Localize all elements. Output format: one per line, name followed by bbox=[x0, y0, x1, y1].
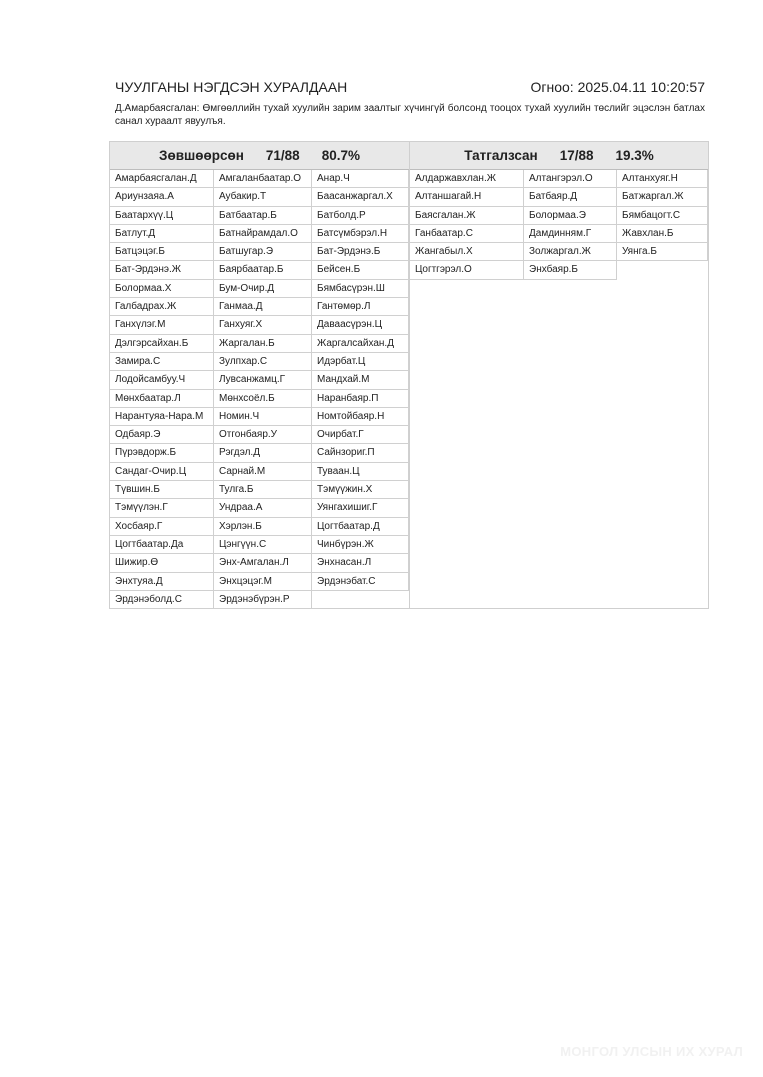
in-favor-member-name: Нарантуяа-Нара.М bbox=[110, 408, 214, 426]
session-title: ЧУУЛГАНЫ НЭГДСЭН ХУРАЛДААН bbox=[115, 79, 348, 95]
in-favor-member-name: Батлут.Д bbox=[110, 225, 214, 243]
in-favor-member-name: Баасанжаргал.Х bbox=[312, 188, 409, 206]
in-favor-member-name: Баатархүү.Ц bbox=[110, 207, 214, 225]
against-member-name: Дамдинням.Г bbox=[524, 225, 617, 243]
vote-description: Д.Амарбаясгалан: Өмгөөллийн тухай хуулийн зарим заалтыг хүчингүй болсонд тооцох тухай хуулийн төслийг эцэслэн батлах санал хураалт явуулъя. bbox=[115, 103, 705, 127]
document-header bbox=[115, 77, 705, 97]
in-favor-label: Зөвшөөрсөн bbox=[159, 148, 244, 163]
in-favor-member-name: Бямбасүрэн.Ш bbox=[312, 280, 409, 298]
against-member-name: Жангабыл.Х bbox=[410, 243, 524, 261]
in-favor-member-name: Сайнзориг.П bbox=[312, 444, 409, 462]
in-favor-member-name: Амгаланбаатар.О bbox=[214, 170, 312, 188]
in-favor-member-name: Батболд.Р bbox=[312, 207, 409, 225]
against-member-name: Алтанхуяг.Н bbox=[617, 170, 708, 188]
against-names-grid bbox=[410, 170, 708, 280]
in-favor-member-name: Цогтбаатар.Д bbox=[312, 518, 409, 536]
in-favor-member-name: Хосбаяр.Г bbox=[110, 518, 214, 536]
against-member-name: Болормаа.Э bbox=[524, 207, 617, 225]
in-favor-member-name: Наранбаяр.П bbox=[312, 390, 409, 408]
in-favor-member-name: Ариунзаяа.А bbox=[110, 188, 214, 206]
in-favor-member-name: Батсүмбэрэл.Н bbox=[312, 225, 409, 243]
in-favor-member-name: Жаргалсайхан.Д bbox=[312, 335, 409, 353]
vote-timestamp: Огноо: 2025.04.11 10:20:57 bbox=[530, 79, 705, 95]
in-favor-member-name: Зулпхар.С bbox=[214, 353, 312, 371]
in-favor-member-name: Замира.С bbox=[110, 353, 214, 371]
in-favor-member-name: Номтойбаяр.Н bbox=[312, 408, 409, 426]
in-favor-member-name: Бат-Эрдэнэ.Ж bbox=[110, 261, 214, 279]
in-favor-member-name: Мөнхбаатар.Л bbox=[110, 390, 214, 408]
in-favor-member-name: Дэлгэрсайхан.Б bbox=[110, 335, 214, 353]
in-favor-member-name: Идэрбат.Ц bbox=[312, 353, 409, 371]
in-favor-panel bbox=[110, 142, 410, 608]
in-favor-member-name: Ганмаа.Д bbox=[214, 298, 312, 316]
in-favor-member-name: Энхцэцэг.М bbox=[214, 573, 312, 591]
in-favor-member-name: Тулга.Б bbox=[214, 481, 312, 499]
in-favor-member-name: Бейсен.Б bbox=[312, 261, 409, 279]
against-percent: 19.3% bbox=[615, 148, 654, 163]
in-favor-member-name: Цогтбаатар.Да bbox=[110, 536, 214, 554]
in-favor-member-name: Батцэцэг.Б bbox=[110, 243, 214, 261]
in-favor-member-name: Сарнай.М bbox=[214, 463, 312, 481]
in-favor-member-name: Галбадрах.Ж bbox=[110, 298, 214, 316]
against-label: Татгалзсан bbox=[464, 148, 538, 163]
in-favor-member-name: Одбаяр.Э bbox=[110, 426, 214, 444]
in-favor-member-name: Амарбаясгалан.Д bbox=[110, 170, 214, 188]
in-favor-member-name: Очирбат.Г bbox=[312, 426, 409, 444]
in-favor-member-name: Пүрэвдорж.Б bbox=[110, 444, 214, 462]
in-favor-member-name: Хэрлэн.Б bbox=[214, 518, 312, 536]
against-member-name: Баясгалан.Ж bbox=[410, 207, 524, 225]
against-member-name: Уянга.Б bbox=[617, 243, 708, 261]
vote-results-table bbox=[109, 141, 709, 609]
in-favor-member-name: Ганхуяг.Х bbox=[214, 316, 312, 334]
in-favor-member-name: Уянгахишиг.Г bbox=[312, 499, 409, 517]
in-favor-member-name: Эрдэнэболд.С bbox=[110, 591, 214, 609]
against-header bbox=[410, 142, 708, 170]
in-favor-member-name: Энх-Амгалан.Л bbox=[214, 554, 312, 572]
in-favor-member-name: Тэмүүлэн.Г bbox=[110, 499, 214, 517]
in-favor-member-name: Бум-Очир.Д bbox=[214, 280, 312, 298]
in-favor-member-name: Цэнгүүн.С bbox=[214, 536, 312, 554]
in-favor-member-name: Аубакир.Т bbox=[214, 188, 312, 206]
against-member-name: Жавхлан.Б bbox=[617, 225, 708, 243]
in-favor-member-name: Эрдэнэбат.С bbox=[312, 573, 409, 591]
against-member-name: Ганбаатар.С bbox=[410, 225, 524, 243]
in-favor-member-name: Мөнхсоёл.Б bbox=[214, 390, 312, 408]
in-favor-member-name: Батнайрамдал.О bbox=[214, 225, 312, 243]
in-favor-member-name: Бат-Эрдэнэ.Б bbox=[312, 243, 409, 261]
in-favor-member-name: Даваасүрэн.Ц bbox=[312, 316, 409, 334]
in-favor-member-name: Лодойсамбуу.Ч bbox=[110, 371, 214, 389]
against-member-name: Алтаншагай.Н bbox=[410, 188, 524, 206]
in-favor-member-name: Жаргалан.Б bbox=[214, 335, 312, 353]
in-favor-percent: 80.7% bbox=[321, 148, 360, 163]
in-favor-member-name: Сандаг-Очир.Ц bbox=[110, 463, 214, 481]
in-favor-member-name: Лувсанжамц.Г bbox=[214, 371, 312, 389]
against-member-name: Бямбацогт.С bbox=[617, 207, 708, 225]
against-panel bbox=[410, 142, 708, 608]
in-favor-member-name: Шижир.Ө bbox=[110, 554, 214, 572]
in-favor-member-name: Энхтуяа.Д bbox=[110, 573, 214, 591]
in-favor-member-name: Тэмүүжин.Х bbox=[312, 481, 409, 499]
in-favor-count: 71/88 bbox=[265, 148, 300, 163]
in-favor-member-name: Эрдэнэбүрэн.Р bbox=[214, 591, 312, 609]
against-count: 17/88 bbox=[559, 148, 594, 163]
watermark: МОНГОЛ УЛСЫН ИХ ХУРАЛ bbox=[560, 1044, 743, 1059]
in-favor-member-name: Ундраа.А bbox=[214, 499, 312, 517]
against-member-name: Алтангэрэл.О bbox=[524, 170, 617, 188]
in-favor-member-name: Рэгдэл.Д bbox=[214, 444, 312, 462]
in-favor-member-name: Ганхүлэг.М bbox=[110, 316, 214, 334]
in-favor-member-name: Отгонбаяр.У bbox=[214, 426, 312, 444]
in-favor-member-name: Түвшин.Б bbox=[110, 481, 214, 499]
in-favor-member-name: Гантөмөр.Л bbox=[312, 298, 409, 316]
in-favor-member-name: Болормаа.Х bbox=[110, 280, 214, 298]
in-favor-member-name: Мандхай.М bbox=[312, 371, 409, 389]
against-member-name: Энхбаяр.Б bbox=[524, 261, 617, 279]
in-favor-member-name: Туваан.Ц bbox=[312, 463, 409, 481]
in-favor-member-name: Энхнасан.Л bbox=[312, 554, 409, 572]
against-member-name: Батбаяр.Д bbox=[524, 188, 617, 206]
in-favor-member-name: Номин.Ч bbox=[214, 408, 312, 426]
against-member-name: Цогтгэрэл.О bbox=[410, 261, 524, 279]
in-favor-member-name: Анар.Ч bbox=[312, 170, 409, 188]
in-favor-member-name: Чинбүрэн.Ж bbox=[312, 536, 409, 554]
in-favor-names-grid bbox=[110, 170, 409, 609]
in-favor-member-name: Баярбаатар.Б bbox=[214, 261, 312, 279]
against-member-name: Батжаргал.Ж bbox=[617, 188, 708, 206]
against-member-name: Золжаргал.Ж bbox=[524, 243, 617, 261]
in-favor-header bbox=[110, 142, 409, 170]
in-favor-member-name: Батбаатар.Б bbox=[214, 207, 312, 225]
in-favor-member-name: Батшугар.Э bbox=[214, 243, 312, 261]
against-member-name: Алдаржавхлан.Ж bbox=[410, 170, 524, 188]
